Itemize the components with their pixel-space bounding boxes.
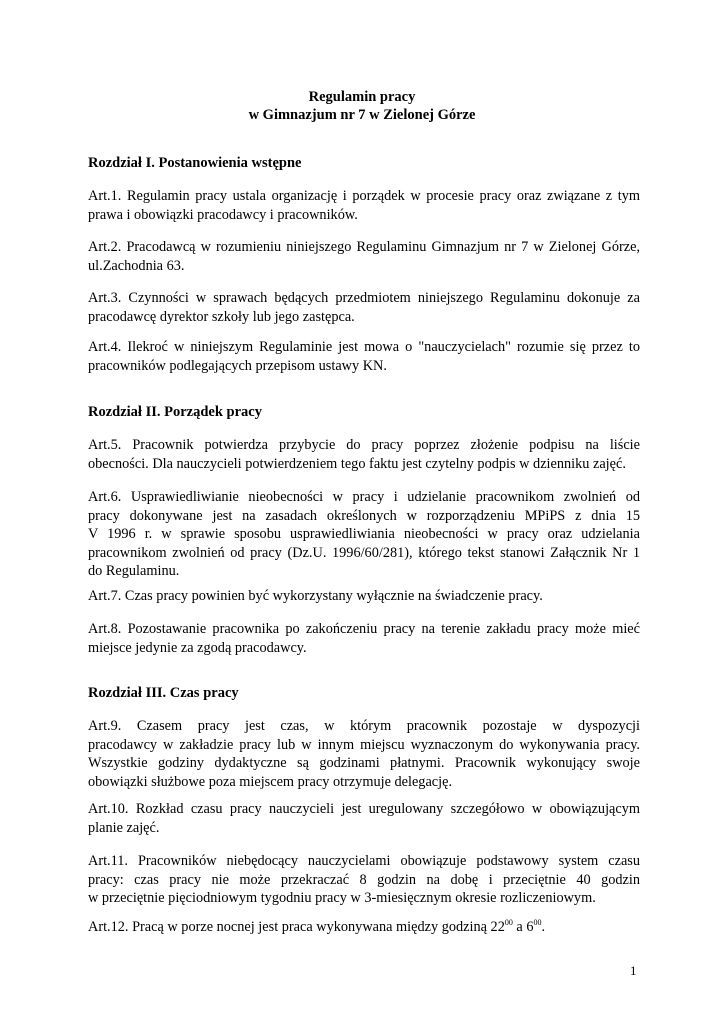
article-8-line: miejsce jedynie za zgodą pracodawcy. (88, 639, 307, 656)
article-1 (88, 187, 640, 224)
article-7 (88, 587, 640, 606)
article-12-text-mid: a 6 (512, 919, 534, 935)
article-12-text-end: . (541, 919, 546, 935)
article-3-line: Art.3. Czynności w sprawach będących przedmiotem niniejszego Regulaminu dokonuje za (88, 290, 640, 306)
article-9-line: pracodawcy w zakładzie pracy lub w innym miejscu wyznaczonym do wykonywania pracy. (88, 736, 640, 753)
article-3-line: pracodawcę dyrektor szkoły lub jego zastępca. (88, 308, 355, 325)
hour-superscript: 00 (504, 918, 513, 928)
article-2 (88, 238, 640, 275)
article-10-line: planie zajęć. (88, 819, 160, 836)
article-10-line: Art.10. Rozkład czasu pracy nauczycieli jest uregulowany szczegółowo w obowiązującym (88, 801, 640, 817)
article-9-line: Wszystkie godziny dydaktyczne są godzinami płatnymi. Pracownik wykonujący swoje (88, 755, 640, 771)
article-11-line: Art.11. Pracowników niebędocący nauczycielami obowiązuje podstawowy system czasu (88, 853, 640, 869)
article-6 (88, 488, 640, 581)
article-4-line: pracowników podlegających przepisom ustawy KN. (88, 357, 387, 374)
hour-superscript: 00 (533, 918, 542, 928)
article-9 (88, 717, 640, 791)
chapter-2-heading: Rozdział II. Porządek pracy (88, 404, 262, 420)
article-4 (88, 338, 640, 375)
article-11 (88, 852, 640, 908)
article-9-line: Art.9. Czasem pracy jest czas, w którym pracownik pozostaje w dyspozycji (88, 718, 640, 734)
article-5-line: Art.5. Pracownik potwierdza przybycie do pracy poprzez złożenie podpisu na liście (88, 437, 640, 453)
article-2-line: ul.Zachodnia 63. (88, 257, 185, 274)
article-11-line: pracy: czas pracy nie może przekraczać 8 godzin na dobę i przeciętnie 40 godzin (88, 871, 640, 888)
chapter-3-heading: Rozdział III. Czas pracy (88, 685, 239, 701)
chapter-1-heading: Rozdział I. Postanowienia wstępne (88, 155, 302, 171)
article-4-line: Art.4. Ilekroć w niniejszym Regulaminie jest mowa o "nauczycielach" rozumie się przez to (88, 339, 640, 355)
article-6-line: V 1996 r. w sprawie sposobu usprawiedliwiania nieobecności w pracy oraz udzielania (88, 526, 640, 542)
article-6-line: Art.6. Usprawiedliwianie nieobecności w pracy i udzielanie pracownikom zwolnień od (88, 489, 640, 505)
article-6-line: do Regulaminu. (88, 563, 180, 579)
article-8-line: Art.8. Pozostawanie pracownika po zakończeniu pracy na terenie zakładu pracy może mieć (88, 621, 640, 637)
article-11-line: w przeciętnie pięciodniowym tygodniu pracy w 3-miesięcznym okresie rozliczeniowym. (88, 890, 596, 906)
article-5-line: obecności. Dla nauczycieli potwierdzeniem tego faktu jest czytelny podpis w dzienniku zajęć. (88, 455, 626, 472)
document-title: Regulamin pracy (308, 89, 416, 105)
article-10 (88, 800, 640, 837)
article-7-line: Art.7. Czas pracy powinien być wykorzystany wyłącznie na świadczenie pracy. (88, 588, 543, 604)
article-2-line: Art.2. Pracodawcą w rozumieniu niniejszego Regulaminu Gimnazjum nr 7 w Zielonej Górze, (88, 239, 640, 255)
article-5 (88, 436, 640, 473)
article-12-text: Art.12. Pracą w porze nocnej jest praca wykonywana między godziną 22 (88, 919, 505, 935)
article-8 (88, 620, 640, 657)
article-6-line: pracy dokonywane jest na zasadach określonych w rozporządzeniu MPiPS z dnia 15 (88, 507, 640, 524)
article-12 (88, 918, 640, 937)
article-1-line: Art.1. Regulamin pracy ustala organizację i porządek w procesie pracy oraz związane z tym (88, 188, 640, 204)
page-number: 1 (630, 963, 637, 978)
article-12-line (88, 918, 640, 937)
article-6-line: pracownikom zwolnień od pracy (Dz.U. 1996/60/281), którego tekst stanowi Załącznik Nr 1 (88, 544, 640, 561)
article-9-line: obowiązki służbowe poza miejscem pracy otrzymuje delegację. (88, 773, 453, 790)
document-subtitle: w Gimnazjum nr 7 w Zielonej Górze (248, 107, 476, 123)
article-1-line: prawa i obowiązki pracodawcy i pracowników. (88, 206, 358, 223)
article-3 (88, 289, 640, 326)
